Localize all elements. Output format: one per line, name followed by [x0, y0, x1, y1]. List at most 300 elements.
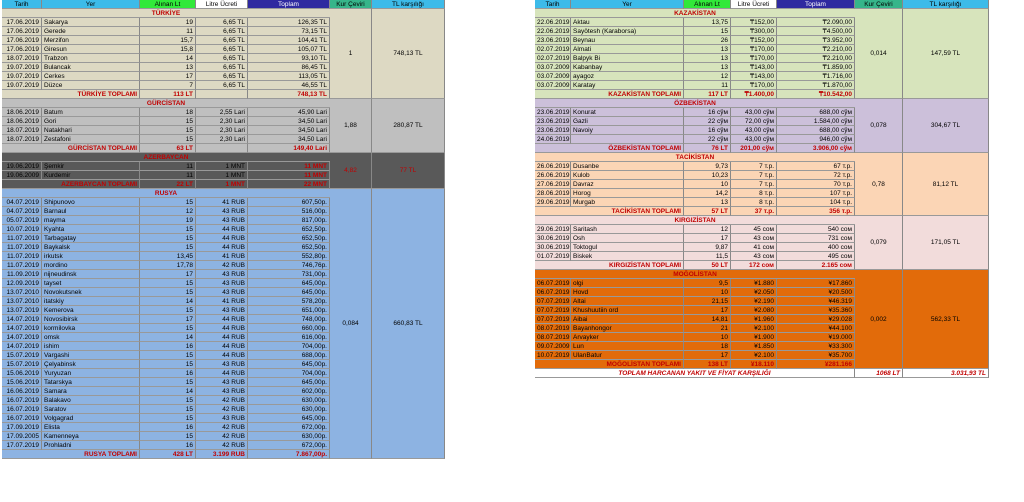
unit-price-cell[interactable]: 42 RUB [196, 441, 248, 450]
place-cell[interactable]: Osh [571, 234, 684, 243]
total-unit[interactable]: 1 MNT [196, 180, 248, 189]
place-cell[interactable] [571, 135, 684, 144]
place-cell[interactable]: Kemerova [42, 306, 140, 315]
place-cell[interactable]: Shipunovo [42, 198, 140, 207]
total-cell[interactable]: 540 сом [777, 225, 855, 234]
tl-equivalent-cell[interactable]: 660,83 TL [372, 189, 445, 459]
unit-price-cell[interactable]: ¥1.960 [731, 315, 777, 324]
date-cell[interactable]: 03.07.2009 [537, 82, 570, 89]
date-cell[interactable]: 22.06.2019 [537, 28, 570, 35]
date-cell[interactable]: 03.07.2009 [537, 73, 570, 80]
date-cell[interactable]: 03.07.2009 [537, 64, 570, 71]
total-amount[interactable]: ₸10.542,00 [777, 90, 855, 99]
liters-cell[interactable]: 15 [140, 360, 196, 369]
place-cell[interactable]: Bayanhongor [571, 324, 684, 333]
total-cell[interactable]: 34,50 Lari [248, 135, 330, 144]
liters-cell[interactable]: 18 [140, 108, 196, 117]
date-cell[interactable]: 11.07.2019 [2, 234, 42, 243]
place-cell[interactable]: irkutsk [42, 252, 140, 261]
unit-price-cell[interactable]: 43 сом [731, 234, 777, 243]
header-yer[interactable]: Yer [571, 0, 684, 9]
total-unit[interactable]: 3.199 RUB [196, 450, 248, 459]
liters-cell[interactable]: 7 [140, 81, 196, 90]
total-cell[interactable]: 126,35 TL [248, 18, 330, 27]
exchange-rate-cell[interactable]: 0,78 [855, 153, 903, 216]
total-label[interactable]: MOĞOLİSTAN TOPLAMI [535, 360, 684, 369]
total-cell[interactable]: 672,00р. [248, 441, 330, 450]
total-unit[interactable]: ₸1.400,00 [731, 90, 777, 99]
total-cell[interactable]: 645,00р. [248, 378, 330, 387]
total-cell[interactable]: ₸1.716,00 [777, 72, 855, 81]
liters-cell[interactable]: 15 [140, 225, 196, 234]
total-cell[interactable]: 704,00р. [248, 369, 330, 378]
unit-price-cell[interactable]: ¥2.190 [731, 297, 777, 306]
place-cell[interactable]: Lun [571, 342, 684, 351]
liters-cell[interactable]: 16 [140, 369, 196, 378]
place-cell[interactable]: Kurdemir [42, 171, 140, 180]
place-cell[interactable]: mayma [42, 216, 140, 225]
liters-cell[interactable]: 15,7 [140, 36, 196, 45]
unit-price-cell[interactable]: 44 RUB [196, 351, 248, 360]
date-cell[interactable]: 14.07.2019 [2, 315, 42, 324]
liters-cell[interactable]: 17 [140, 72, 196, 81]
unit-price-cell[interactable]: 43 RUB [196, 306, 248, 315]
unit-price-cell[interactable]: 7 т.р. [731, 162, 777, 171]
place-cell[interactable]: Altai [571, 297, 684, 306]
place-cell[interactable]: Tarbagatay [42, 234, 140, 243]
place-cell[interactable]: Cerkes [42, 72, 140, 81]
liters-cell[interactable]: 9,5 [684, 279, 731, 288]
total-liters[interactable]: 76 LT [684, 144, 731, 153]
place-cell[interactable]: Prohladni [42, 441, 140, 450]
date-cell[interactable]: 15.07.2019 [2, 360, 42, 369]
total-amount[interactable]: 3.906,00 сўм [777, 144, 855, 153]
unit-price-cell[interactable]: 44 RUB [196, 234, 248, 243]
total-unit[interactable]: 172 сом [731, 261, 777, 270]
place-cell[interactable]: Aktau [571, 18, 684, 27]
place-cell[interactable]: Kabanbay [571, 63, 684, 72]
unit-price-cell[interactable]: 6,65 TL [196, 45, 248, 54]
total-cell[interactable]: 607,50р. [248, 198, 330, 207]
total-liters[interactable]: 50 LT [684, 261, 731, 270]
grand-total-liters[interactable]: 1068 LT [855, 369, 903, 378]
liters-cell[interactable]: 17 [140, 270, 196, 279]
exchange-rate-cell[interactable]: 0,014 [855, 9, 903, 99]
date-cell[interactable]: 16.07.2019 [2, 405, 42, 414]
date-cell[interactable]: 01.07.2019 [537, 253, 570, 260]
liters-cell[interactable]: 14,2 [684, 189, 731, 198]
unit-price-cell[interactable]: 43 RUB [196, 387, 248, 396]
place-cell[interactable]: Yuryuzan [42, 369, 140, 378]
place-cell[interactable]: Kulob [571, 171, 684, 180]
exchange-rate-cell[interactable]: 0,084 [330, 189, 372, 459]
unit-price-cell[interactable]: 6,65 TL [196, 18, 248, 27]
total-cell[interactable]: ₸4.500,00 [777, 27, 855, 36]
place-cell[interactable]: Davraz [571, 180, 684, 189]
total-cell[interactable]: 34,50 Lari [248, 117, 330, 126]
total-cell[interactable]: ₸2.090,00 [777, 18, 855, 27]
date-cell[interactable]: 04.07.2019 [2, 207, 42, 216]
place-cell[interactable]: mordino [42, 261, 140, 270]
liters-cell[interactable]: 13 [684, 63, 731, 72]
unit-price-cell[interactable]: 42 RUB [196, 261, 248, 270]
place-cell[interactable]: Şemkir [42, 162, 140, 171]
date-cell[interactable]: 17.06.2019 [2, 27, 42, 36]
date-cell[interactable]: 12.09.2019 [2, 279, 42, 288]
total-cell[interactable]: 104 т.р. [777, 198, 855, 207]
place-cell[interactable]: Saritash [571, 225, 684, 234]
total-cell[interactable]: 86,45 TL [248, 63, 330, 72]
date-cell[interactable]: 29.06.2019 [537, 199, 570, 206]
place-cell[interactable]: Hovd [571, 288, 684, 297]
total-liters[interactable]: 428 LT [140, 450, 196, 459]
unit-price-cell[interactable]: ₸152,00 [731, 36, 777, 45]
tl-equivalent-cell[interactable]: 171,05 TL [903, 216, 989, 270]
place-cell[interactable]: Trabzon [42, 54, 140, 63]
liters-cell[interactable]: 17 [684, 306, 731, 315]
place-cell[interactable]: Karatay [571, 81, 684, 90]
total-cell[interactable]: 645,00р. [248, 360, 330, 369]
total-cell[interactable]: 645,00р. [248, 288, 330, 297]
total-cell[interactable]: 616,00р. [248, 333, 330, 342]
date-cell[interactable]: 30.06.2019 [537, 244, 570, 251]
date-cell[interactable]: 30.06.2019 [537, 235, 570, 242]
date-cell[interactable]: 17.07.2019 [2, 441, 42, 450]
unit-price-cell[interactable]: ¥1.850 [731, 342, 777, 351]
place-cell[interactable]: Elista [42, 423, 140, 432]
unit-price-cell[interactable]: 1 MNT [196, 162, 248, 171]
total-cell[interactable]: 652,50р. [248, 243, 330, 252]
place-cell[interactable]: Novokutsnek [42, 288, 140, 297]
total-cell[interactable]: 93,10 TL [248, 54, 330, 63]
unit-price-cell[interactable]: 42 RUB [196, 423, 248, 432]
tl-equivalent-cell[interactable]: 562,33 TL [903, 270, 989, 369]
total-cell[interactable]: 630,00р. [248, 405, 330, 414]
place-cell[interactable]: olgi [571, 279, 684, 288]
liters-cell[interactable]: 15 [140, 306, 196, 315]
date-cell[interactable]: 11.07.2019 [2, 243, 42, 252]
place-cell[interactable]: Samara [42, 387, 140, 396]
place-cell[interactable]: Biskek [571, 252, 684, 261]
total-liters[interactable]: 22 LT [140, 180, 196, 189]
unit-price-cell[interactable]: 44 RUB [196, 324, 248, 333]
total-cell[interactable]: 11 MNT [248, 171, 330, 180]
total-cell[interactable]: 630,00р. [248, 396, 330, 405]
header-kur[interactable]: Kur Çeviri [855, 0, 903, 9]
unit-price-cell[interactable]: 42 RUB [196, 432, 248, 441]
liters-cell[interactable]: 18 [684, 342, 731, 351]
liters-cell[interactable]: 14 [140, 297, 196, 306]
unit-price-cell[interactable]: 8 т.р. [731, 198, 777, 207]
total-cell[interactable]: ₸1.859,00 [777, 63, 855, 72]
total-cell[interactable]: 704,00р. [248, 342, 330, 351]
date-cell[interactable]: 27.06.2019 [537, 181, 570, 188]
tl-equivalent-cell[interactable]: 81,12 TL [903, 153, 989, 216]
place-cell[interactable]: ishim [42, 342, 140, 351]
date-cell[interactable]: 19.06.2019 [2, 162, 42, 171]
total-cell[interactable]: 11 MNT [248, 162, 330, 171]
unit-price-cell[interactable]: ¥2.100 [731, 351, 777, 360]
header-tarih[interactable]: Tarih [2, 0, 42, 9]
date-cell[interactable]: 06.07.2019 [537, 280, 570, 287]
unit-price-cell[interactable]: 41 RUB [196, 198, 248, 207]
liters-cell[interactable]: 9,87 [684, 243, 731, 252]
date-cell[interactable]: 13.07.2010 [2, 297, 42, 306]
total-cell[interactable]: 400 сом [777, 243, 855, 252]
tl-equivalent-cell[interactable]: 147,59 TL [903, 9, 989, 99]
total-cell[interactable]: 652,50р. [248, 225, 330, 234]
place-cell[interactable]: Kyahta [42, 225, 140, 234]
header-tarih[interactable]: Tarih [535, 0, 571, 9]
header-tl[interactable]: TL karşılığı [903, 0, 989, 9]
place-cell[interactable]: tayset [42, 279, 140, 288]
unit-price-cell[interactable]: ¥1.900 [731, 333, 777, 342]
date-cell[interactable]: 16.07.2019 [2, 396, 42, 405]
date-cell[interactable]: 19.06.2009 [2, 171, 42, 180]
unit-price-cell[interactable]: 1 MNT [196, 171, 248, 180]
liters-cell[interactable]: 14 [140, 387, 196, 396]
place-cell[interactable]: Sakarya [42, 18, 140, 27]
unit-price-cell[interactable]: 45 сом [731, 225, 777, 234]
total-amount[interactable]: 149,40 Lari [248, 144, 330, 153]
total-cell[interactable]: 660,00р. [248, 324, 330, 333]
unit-price-cell[interactable]: ₸300,00 [731, 27, 777, 36]
date-cell[interactable]: 19.07.2019 [2, 81, 42, 90]
total-cell[interactable]: 746,76р. [248, 261, 330, 270]
unit-price-cell[interactable]: 6,65 TL [196, 54, 248, 63]
unit-price-cell[interactable]: 2,55 Lari [196, 108, 248, 117]
total-cell[interactable]: 578,20р. [248, 297, 330, 306]
total-cell[interactable]: 45,90 Lari [248, 108, 330, 117]
unit-price-cell[interactable]: 6,65 TL [196, 63, 248, 72]
date-cell[interactable]: 17.06.2019 [2, 45, 42, 54]
total-amount[interactable]: 22 MNT [248, 180, 330, 189]
unit-price-cell[interactable]: 43,00 сўм [731, 108, 777, 117]
date-cell[interactable]: 26.06.2019 [537, 172, 570, 179]
liters-cell[interactable]: 11 [140, 162, 196, 171]
date-cell[interactable]: 23.06.2019 [537, 127, 570, 134]
date-cell[interactable]: 17.06.2019 [2, 36, 42, 45]
total-cell[interactable]: ₸1.870,00 [777, 81, 855, 90]
date-cell[interactable]: 17.09.2019 [2, 423, 42, 432]
unit-price-cell[interactable]: ₸152,00 [731, 18, 777, 27]
unit-price-cell[interactable]: ¥2.080 [731, 306, 777, 315]
total-cell[interactable]: ¥35.360 [777, 306, 855, 315]
unit-price-cell[interactable]: ₸143,00 [731, 63, 777, 72]
liters-cell[interactable]: 13 [684, 45, 731, 54]
place-cell[interactable]: Saratov [42, 405, 140, 414]
liters-cell[interactable]: 21 [684, 324, 731, 333]
unit-price-cell[interactable]: 6,65 TL [196, 36, 248, 45]
total-cell[interactable]: 645,00р. [248, 279, 330, 288]
liters-cell[interactable]: 14 [140, 54, 196, 63]
total-cell[interactable]: 516,00р. [248, 207, 330, 216]
place-cell[interactable]: Düzce [42, 81, 140, 90]
header-litre[interactable]: Litre Ücreti [196, 0, 248, 9]
liters-cell[interactable]: 12 [140, 207, 196, 216]
liters-cell[interactable]: 13 [140, 63, 196, 72]
place-cell[interactable]: Çelyabinsk [42, 360, 140, 369]
place-cell[interactable]: Balakavo [42, 396, 140, 405]
total-unit[interactable]: 37 т.р. [731, 207, 777, 216]
liters-cell[interactable]: 22 сўм [684, 117, 731, 126]
place-cell[interactable]: Tatarskya [42, 378, 140, 387]
total-cell[interactable]: 67 т.р. [777, 162, 855, 171]
unit-price-cell[interactable]: 44 RUB [196, 243, 248, 252]
total-cell[interactable]: 602,00р. [248, 387, 330, 396]
unit-price-cell[interactable]: 41 RUB [196, 252, 248, 261]
unit-price-cell[interactable]: 42 RUB [196, 396, 248, 405]
place-cell[interactable]: Balpyk Bi [571, 54, 684, 63]
place-cell[interactable]: Toktogul [571, 243, 684, 252]
date-cell[interactable]: 29.06.2019 [537, 226, 570, 233]
liters-cell[interactable]: 9,73 [684, 162, 731, 171]
liters-cell[interactable]: 10,23 [684, 171, 731, 180]
liters-cell[interactable]: 15 [140, 279, 196, 288]
liters-cell[interactable]: 17 [684, 234, 731, 243]
liters-cell[interactable]: 15 [140, 378, 196, 387]
place-cell[interactable]: Navoiy [571, 126, 684, 135]
header-yer[interactable]: Yer [42, 0, 140, 9]
unit-price-cell[interactable]: ¥2.050 [731, 288, 777, 297]
total-cell[interactable]: 113,05 TL [248, 72, 330, 81]
total-cell[interactable]: 645,00р. [248, 414, 330, 423]
exchange-rate-cell[interactable]: 1,88 [330, 99, 372, 153]
place-cell[interactable]: Aibai [571, 315, 684, 324]
date-cell[interactable]: 05.07.2019 [2, 216, 42, 225]
exchange-rate-cell[interactable]: 1 [330, 9, 372, 99]
header-alinan[interactable]: Alınan Lt [684, 0, 731, 9]
date-cell[interactable]: 02.07.2019 [537, 55, 570, 62]
liters-cell[interactable]: 16 [140, 342, 196, 351]
total-label[interactable]: TACİKİSTAN TOPLAMI [535, 207, 684, 216]
liters-cell[interactable]: 14,81 [684, 315, 731, 324]
unit-price-cell[interactable]: 44 RUB [196, 315, 248, 324]
total-cell[interactable]: 817,00р. [248, 216, 330, 225]
liters-cell[interactable]: 12 [684, 72, 731, 81]
date-cell[interactable]: 11.07.2019 [2, 252, 42, 261]
place-cell[interactable]: Almati [571, 45, 684, 54]
liters-cell[interactable]: 12 [684, 225, 731, 234]
unit-price-cell[interactable]: 6,65 TL [196, 72, 248, 81]
date-cell[interactable]: 15.06.2019 [2, 369, 42, 378]
liters-cell[interactable]: 15 [140, 135, 196, 144]
header-kur[interactable]: Kur Çeviri [330, 0, 372, 9]
total-cell[interactable]: 105,07 TL [248, 45, 330, 54]
date-cell[interactable]: 18.07.2019 [2, 135, 42, 144]
total-cell[interactable]: ₸3.952,00 [777, 36, 855, 45]
total-label[interactable]: KIRGIZİSTAN TOPLAMI [535, 261, 684, 270]
liters-cell[interactable]: 11,5 [684, 252, 731, 261]
place-cell[interactable]: UlanBatur [571, 351, 684, 360]
total-amount[interactable]: ¥281.166 [777, 360, 855, 369]
place-cell[interactable]: Vargashi [42, 351, 140, 360]
unit-price-cell[interactable]: 44 RUB [196, 369, 248, 378]
total-liters[interactable]: 63 LT [140, 144, 196, 153]
tl-equivalent-cell[interactable]: 280,87 TL [372, 99, 445, 153]
place-cell[interactable]: Gori [42, 117, 140, 126]
total-label[interactable]: ÖZBEKİSTAN TOPLAMI [535, 144, 684, 153]
unit-price-cell[interactable]: 72,00 сўм [731, 117, 777, 126]
date-cell[interactable]: 17.06.2019 [2, 18, 42, 27]
date-cell[interactable]: 14.07.2019 [2, 333, 42, 342]
date-cell[interactable]: 13.07.2019 [2, 306, 42, 315]
total-cell[interactable]: 104,41 TL [248, 36, 330, 45]
unit-price-cell[interactable]: 6,65 TL [196, 27, 248, 36]
total-label[interactable]: AZERBAYCAN TOPLAMI [2, 180, 140, 189]
date-cell[interactable]: 07.07.2019 [537, 298, 570, 305]
total-unit[interactable] [196, 90, 248, 99]
place-cell[interactable]: Khushuutiin ord [571, 306, 684, 315]
unit-price-cell[interactable]: 43 RUB [196, 288, 248, 297]
liters-cell[interactable]: 15 [140, 432, 196, 441]
total-amount[interactable]: 356 т.р. [777, 207, 855, 216]
place-cell[interactable]: Horog [571, 189, 684, 198]
place-cell[interactable]: ayagoz [571, 72, 684, 81]
total-cell[interactable]: ¥20.500 [777, 288, 855, 297]
total-cell[interactable]: ₸2.210,00 [777, 54, 855, 63]
total-cell[interactable]: 107 т.р. [777, 189, 855, 198]
total-label[interactable]: GÜRCİSTAN TOPLAMI [2, 144, 140, 153]
liters-cell[interactable]: 19 [140, 216, 196, 225]
total-amount[interactable]: 7.867,00р. [248, 450, 330, 459]
unit-price-cell[interactable]: 7 т.р. [731, 171, 777, 180]
liters-cell[interactable]: 15 [140, 117, 196, 126]
unit-price-cell[interactable]: 41 RUB [196, 297, 248, 306]
place-cell[interactable]: Konurat [571, 108, 684, 117]
place-cell[interactable]: Dusanbe [571, 162, 684, 171]
total-unit[interactable] [196, 144, 248, 153]
place-cell[interactable]: kormilovka [42, 324, 140, 333]
unit-price-cell[interactable]: 43 RUB [196, 378, 248, 387]
place-cell[interactable]: Arvayker [571, 333, 684, 342]
header-tl[interactable]: TL karşılığı [372, 0, 445, 9]
unit-price-cell[interactable]: 7 т.р. [731, 180, 777, 189]
liters-cell[interactable]: 11 [684, 81, 731, 90]
date-cell[interactable]: 26.06.2019 [537, 163, 570, 170]
liters-cell[interactable]: 19 [140, 18, 196, 27]
unit-price-cell[interactable]: ¥1.880 [731, 279, 777, 288]
place-cell[interactable]: Novosibirsk [42, 315, 140, 324]
total-cell[interactable]: ¥29.028 [777, 315, 855, 324]
total-unit[interactable]: 201,00 сўм [731, 144, 777, 153]
liters-cell[interactable]: 15 [140, 324, 196, 333]
unit-price-cell[interactable]: 2,30 Lari [196, 126, 248, 135]
date-cell[interactable]: 16.06.2019 [2, 387, 42, 396]
tl-equivalent-cell[interactable]: 77 TL [372, 153, 445, 189]
liters-cell[interactable]: 16 сўм [684, 108, 731, 117]
place-cell[interactable]: Sayötesh (Karaborsa) [571, 27, 684, 36]
unit-price-cell[interactable]: 43 сом [731, 252, 777, 261]
exchange-rate-cell[interactable]: 0,079 [855, 216, 903, 270]
total-cell[interactable]: 652,50р. [248, 234, 330, 243]
date-cell[interactable]: 17.09.2005 [2, 432, 42, 441]
total-cell[interactable]: 688,00р. [248, 351, 330, 360]
liters-cell[interactable]: 21,15 [684, 297, 731, 306]
liters-cell[interactable]: 13 [684, 54, 731, 63]
liters-cell[interactable]: 15 [140, 405, 196, 414]
place-cell[interactable]: Kamenneya [42, 432, 140, 441]
unit-price-cell[interactable]: ₸143,00 [731, 72, 777, 81]
date-cell[interactable]: 11.07.2019 [2, 261, 42, 270]
date-cell[interactable]: 19.07.2019 [2, 72, 42, 81]
total-liters[interactable]: 57 LT [684, 207, 731, 216]
unit-price-cell[interactable]: 43 RUB [196, 414, 248, 423]
place-cell[interactable]: omsk [42, 333, 140, 342]
date-cell[interactable]: 11.09.2019 [2, 270, 42, 279]
liters-cell[interactable]: 17,78 [140, 261, 196, 270]
liters-cell[interactable]: 13 [684, 198, 731, 207]
